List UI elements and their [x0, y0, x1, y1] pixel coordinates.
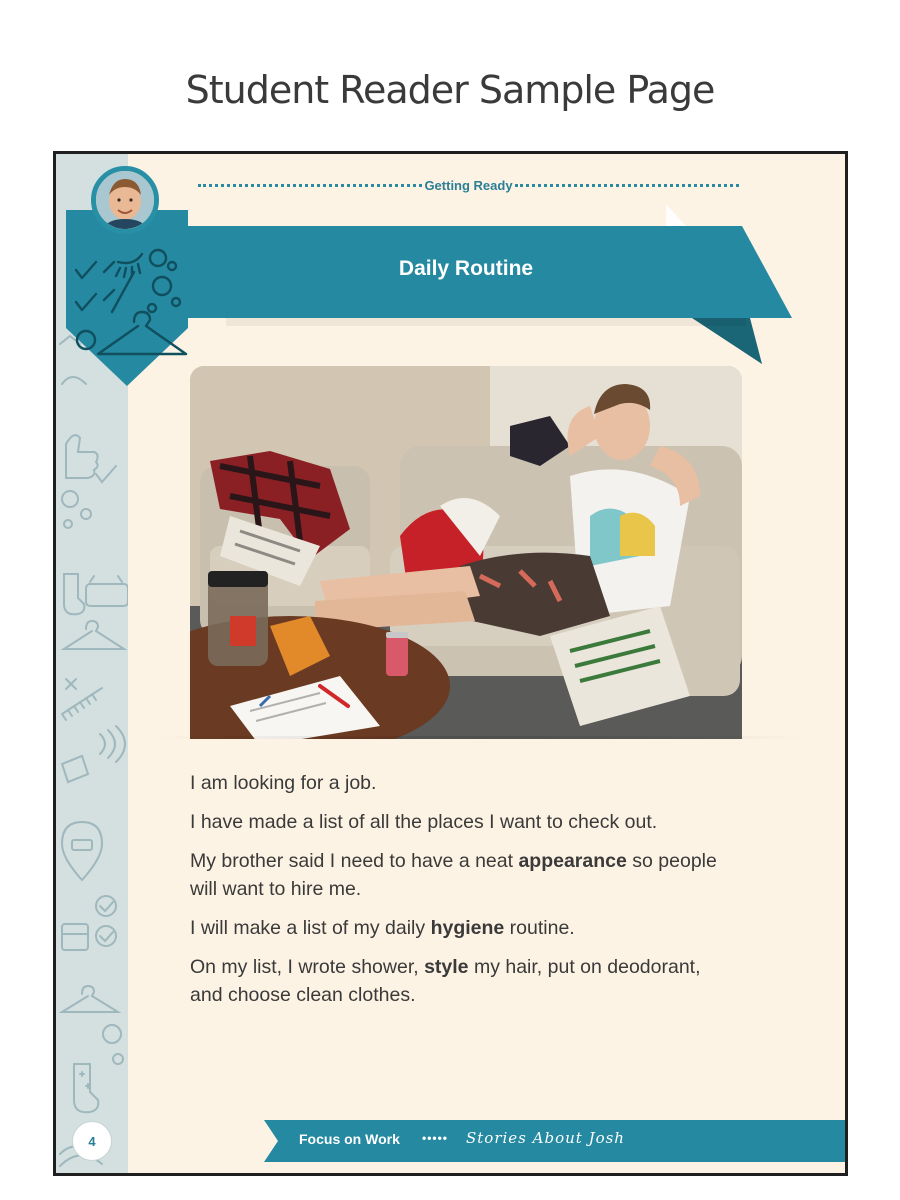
vocab-word: hygiene	[430, 917, 505, 939]
banner-title: Daily Routine	[398, 257, 534, 280]
vocab-word: appearance	[518, 850, 627, 872]
story-paragraph: I am looking for a job.	[190, 772, 377, 794]
dotted-rule	[515, 184, 739, 187]
section-label	[196, 178, 741, 193]
footer-subtitle: Stories About Josh	[466, 1129, 625, 1147]
avatar	[91, 166, 159, 234]
footer-series: Focus on Work	[299, 1131, 400, 1147]
story-paragraph: On my list, I wrote shower, style my hair, put on deodorant, and choose clean clothes.	[190, 956, 701, 1006]
story-paragraph: I have made a list of all the places I want to check out.	[190, 811, 658, 833]
photo-scene-icon	[190, 366, 742, 739]
dotted-rule	[198, 184, 422, 187]
page-heading: Student Reader Sample Page	[185, 68, 715, 112]
footer-separator: •••••	[422, 1131, 449, 1145]
title-banner	[186, 204, 801, 374]
section-label-text: Getting Ready	[424, 178, 513, 193]
story-paragraph: My brother said I need to have a neat appearance so people will want to hire me.	[190, 850, 717, 900]
story-paragraph: I will make a list of my daily hygiene routine.	[190, 917, 575, 939]
vocab-word: style	[424, 956, 469, 978]
photo-shadow	[151, 736, 811, 739]
story-photo	[190, 366, 742, 739]
student-portrait-icon	[96, 171, 154, 229]
reader-page	[53, 151, 848, 1176]
page-number: 4	[72, 1121, 112, 1161]
story-text	[190, 769, 730, 1020]
